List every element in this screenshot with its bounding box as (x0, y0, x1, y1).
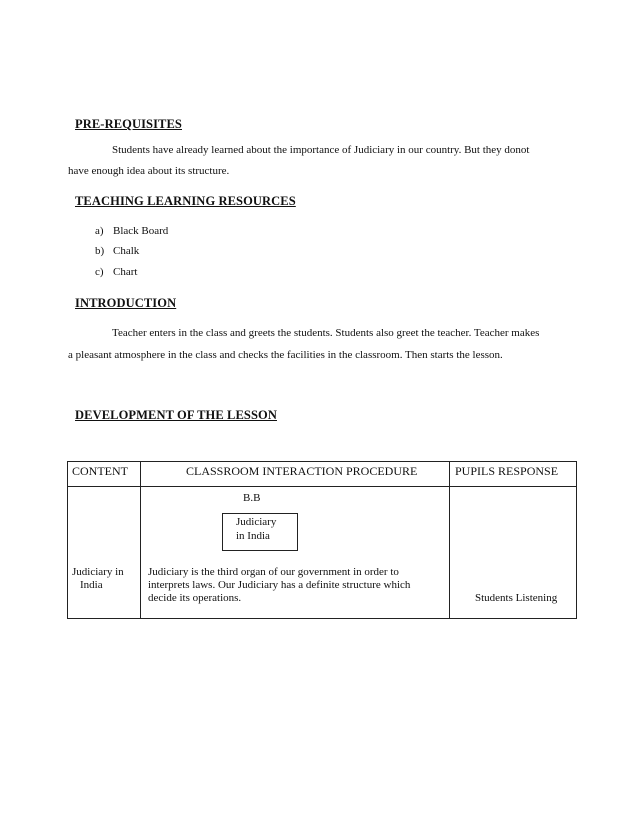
lesson-table (67, 461, 577, 619)
resource-label: Chalk (113, 245, 140, 257)
resources-heading: TEACHING LEARNING RESOURCES (75, 194, 296, 208)
blackboard-label: B.B (243, 492, 261, 504)
prerequisites-line-1: Students have already learned about the importance of Judiciary in our country. But they donot (112, 144, 530, 156)
box-line-1: Judiciary (236, 516, 277, 528)
procedure-line-3: decide its operations. (148, 592, 242, 604)
resource-item (95, 225, 168, 237)
content-line-2: India (80, 579, 103, 591)
list-marker: b) (95, 245, 105, 257)
table-column-divider (449, 462, 450, 618)
list-marker: c) (95, 266, 104, 278)
resource-label: Chart (113, 266, 138, 278)
introduction-line-1: Teacher enters in the class and greets the students. Students also greet the teacher. Teacher makes (112, 327, 540, 339)
list-marker: a) (95, 225, 104, 237)
development-heading: DEVELOPMENT OF THE LESSON (75, 408, 277, 422)
resource-item (95, 245, 139, 257)
table-header-divider (68, 486, 576, 487)
table-header-content: CONTENT (72, 464, 128, 478)
resource-item (95, 266, 137, 278)
prerequisites-line-2: have enough idea about its structure. (68, 165, 230, 177)
box-line-2: in India (236, 530, 270, 542)
blackboard-box (222, 513, 298, 551)
introduction-heading: INTRODUCTION (75, 296, 177, 310)
resource-label: Black Board (113, 225, 169, 237)
introduction-line-2: a pleasant atmosphere in the class and checks the facilities in the classroom. Then starts the lesson. (68, 349, 503, 361)
procedure-line-1: Judiciary is the third organ of our government in order to (148, 566, 399, 578)
procedure-line-2: interprets laws. Our Judiciary has a definite structure which (148, 579, 411, 591)
content-line-1: Judiciary in (72, 566, 124, 578)
table-column-divider (140, 462, 141, 618)
table-header-response: PUPILS RESPONSE (455, 464, 559, 478)
prerequisites-heading: PRE-REQUISITES (75, 117, 182, 131)
table-header-procedure: CLASSROOM INTERACTION PROCEDURE (186, 464, 418, 478)
pupils-response: Students Listening (475, 592, 558, 604)
